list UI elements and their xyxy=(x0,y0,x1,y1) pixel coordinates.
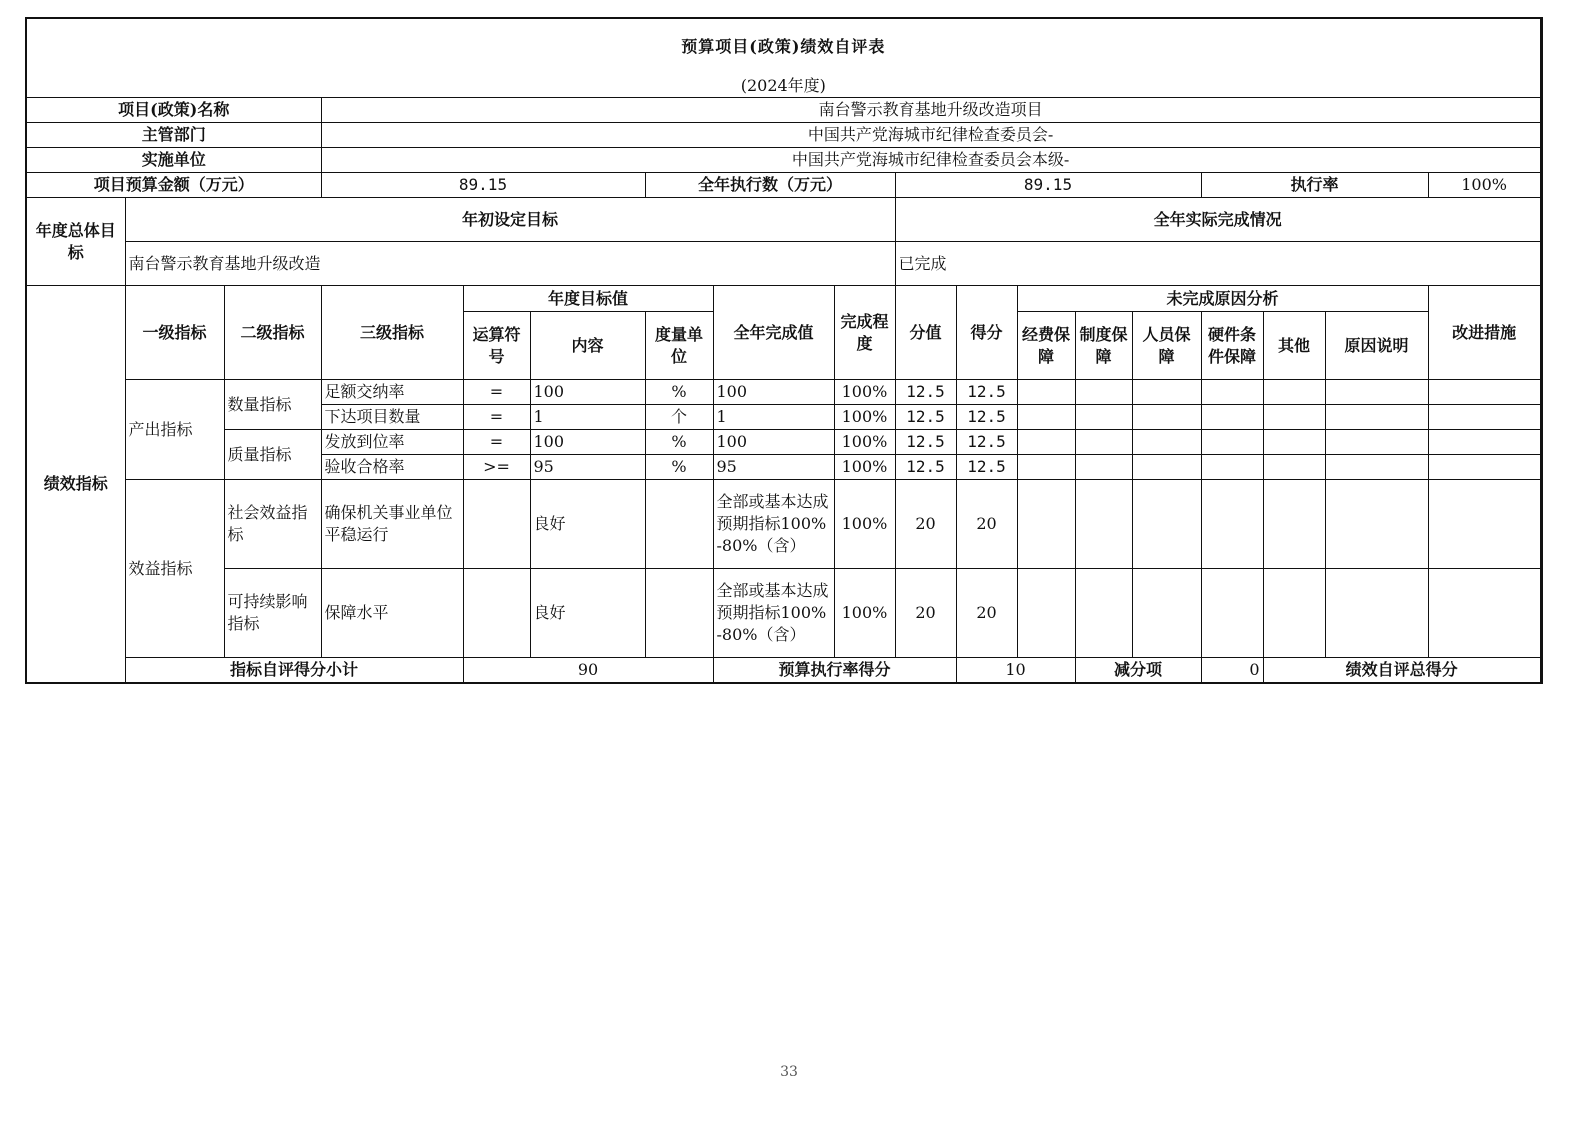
score-value-cell: 20 xyxy=(895,480,956,569)
score-cell: 12.5 xyxy=(956,405,1017,430)
degree-cell: 100% xyxy=(834,380,895,405)
set-goal-header: 年初设定目标 xyxy=(125,198,895,242)
staff-header: 人员保障 xyxy=(1132,312,1201,380)
deduct-value: 0 xyxy=(1201,658,1263,683)
op-header: 运算符号 xyxy=(463,312,530,380)
unit-cell: % xyxy=(645,380,713,405)
benefit-indicator: 效益指标 xyxy=(125,480,224,658)
score-cell: 20 xyxy=(956,569,1017,658)
l3-indicator: 验收合格率 xyxy=(321,455,463,480)
score-cell: 12.5 xyxy=(956,380,1017,405)
score-value-cell: 12.5 xyxy=(895,430,956,455)
l3-indicator: 保障水平 xyxy=(321,569,463,658)
reason-group-header: 未完成原因分析 xyxy=(1017,286,1428,312)
score-cell: 20 xyxy=(956,480,1017,569)
hardware-header: 硬件条件保障 xyxy=(1201,312,1263,380)
actual-cell: 全部或基本达成预期指标100%-80%（含） xyxy=(713,480,834,569)
total-label: 绩效自评总得分 xyxy=(1263,658,1540,683)
exec-value: 89.15 xyxy=(895,173,1201,198)
unit-cell: % xyxy=(645,430,713,455)
actual-cell: 全部或基本达成预期指标100%-80%（含） xyxy=(713,569,834,658)
degree-cell: 100% xyxy=(834,480,895,569)
year-subtitle: (2024年度) xyxy=(26,75,1540,98)
op-cell: = xyxy=(463,405,530,430)
level3-header: 三级指标 xyxy=(321,286,463,380)
degree-cell: 100% xyxy=(834,430,895,455)
unit-value: 中国共产党海城市纪律检查委员会本级- xyxy=(321,148,1540,173)
actual-goal-header: 全年实际完成情况 xyxy=(895,198,1540,242)
actual-cell: 95 xyxy=(713,455,834,480)
unit-cell xyxy=(645,480,713,569)
op-cell: = xyxy=(463,380,530,405)
content-cell: 100 xyxy=(530,430,645,455)
project-name-value: 南台警示教育基地升级改造项目 xyxy=(321,98,1540,123)
set-goal-value: 南台警示教育基地升级改造 xyxy=(125,242,895,286)
op-cell: = xyxy=(463,430,530,455)
score-header: 得分 xyxy=(956,286,1017,380)
score-value-header: 分值 xyxy=(895,286,956,380)
evaluation-table xyxy=(25,17,1543,684)
level1-header: 一级指标 xyxy=(125,286,224,380)
op-cell xyxy=(463,480,530,569)
actual-cell: 1 xyxy=(713,405,834,430)
unit-header: 度量单位 xyxy=(645,312,713,380)
score-value-cell: 20 xyxy=(895,569,956,658)
budget-value: 89.15 xyxy=(321,173,645,198)
content-header: 内容 xyxy=(530,312,645,380)
sustain-indicator: 可持续影响指标 xyxy=(224,569,321,658)
dept-value: 中国共产党海城市纪律检查委员会- xyxy=(321,123,1540,148)
degree-cell: 100% xyxy=(834,569,895,658)
other-header: 其他 xyxy=(1263,312,1325,380)
subtotal-label: 指标自评得分小计 xyxy=(125,658,463,683)
page-title: 预算项目(政策)绩效自评表 xyxy=(26,18,1540,75)
score-value-cell: 12.5 xyxy=(895,455,956,480)
exec-score-value: 10 xyxy=(956,658,1075,683)
improve-header: 改进措施 xyxy=(1428,286,1540,380)
project-name-label: 项目(政策)名称 xyxy=(26,98,321,123)
degree-cell: 100% xyxy=(834,455,895,480)
dept-label: 主管部门 xyxy=(26,123,321,148)
l3-indicator: 确保机关事业单位平稳运行 xyxy=(321,480,463,569)
content-cell: 良好 xyxy=(530,569,645,658)
quantity-indicator: 数量指标 xyxy=(224,380,321,430)
score-value-cell: 12.5 xyxy=(895,380,956,405)
actual-goal-value: 已完成 xyxy=(895,242,1540,286)
unit-label: 实施单位 xyxy=(26,148,321,173)
unit-cell xyxy=(645,569,713,658)
unit-cell: % xyxy=(645,455,713,480)
total-value xyxy=(1540,658,1542,683)
page-number: 33 xyxy=(780,1064,798,1080)
evaluation-sheet xyxy=(25,17,1543,684)
l3-indicator: 下达项目数量 xyxy=(321,405,463,430)
content-cell: 95 xyxy=(530,455,645,480)
rate-label: 执行率 xyxy=(1201,173,1428,198)
level2-header: 二级指标 xyxy=(224,286,321,380)
op-cell xyxy=(463,569,530,658)
annual-goal-label: 年度总体目标 xyxy=(26,198,125,286)
score-cell: 12.5 xyxy=(956,430,1017,455)
perf-label: 绩效指标 xyxy=(26,286,125,683)
l3-indicator: 发放到位率 xyxy=(321,430,463,455)
funds-header: 经费保障 xyxy=(1017,312,1075,380)
budget-label: 项目预算金额（万元） xyxy=(26,173,321,198)
l3-indicator: 足额交纳率 xyxy=(321,380,463,405)
system-header: 制度保障 xyxy=(1075,312,1132,380)
unit-cell: 个 xyxy=(645,405,713,430)
degree-header: 完成程度 xyxy=(834,286,895,380)
actual-header: 全年完成值 xyxy=(713,286,834,380)
actual-cell: 100 xyxy=(713,430,834,455)
score-value-cell: 12.5 xyxy=(895,405,956,430)
actual-cell: 100 xyxy=(713,380,834,405)
annual-target-header: 年度目标值 xyxy=(463,286,713,312)
social-indicator: 社会效益指标 xyxy=(224,480,321,569)
rate-value: 100% xyxy=(1428,173,1540,198)
op-cell: >= xyxy=(463,455,530,480)
content-cell: 1 xyxy=(530,405,645,430)
deduct-label: 减分项 xyxy=(1075,658,1201,683)
content-cell: 100 xyxy=(530,380,645,405)
explain-header: 原因说明 xyxy=(1325,312,1428,380)
quality-indicator: 质量指标 xyxy=(224,430,321,480)
degree-cell: 100% xyxy=(834,405,895,430)
subtotal-value: 90 xyxy=(463,658,713,683)
exec-label: 全年执行数（万元） xyxy=(645,173,895,198)
score-cell: 12.5 xyxy=(956,455,1017,480)
content-cell: 良好 xyxy=(530,480,645,569)
output-indicator: 产出指标 xyxy=(125,380,224,480)
exec-score-label: 预算执行率得分 xyxy=(713,658,956,683)
